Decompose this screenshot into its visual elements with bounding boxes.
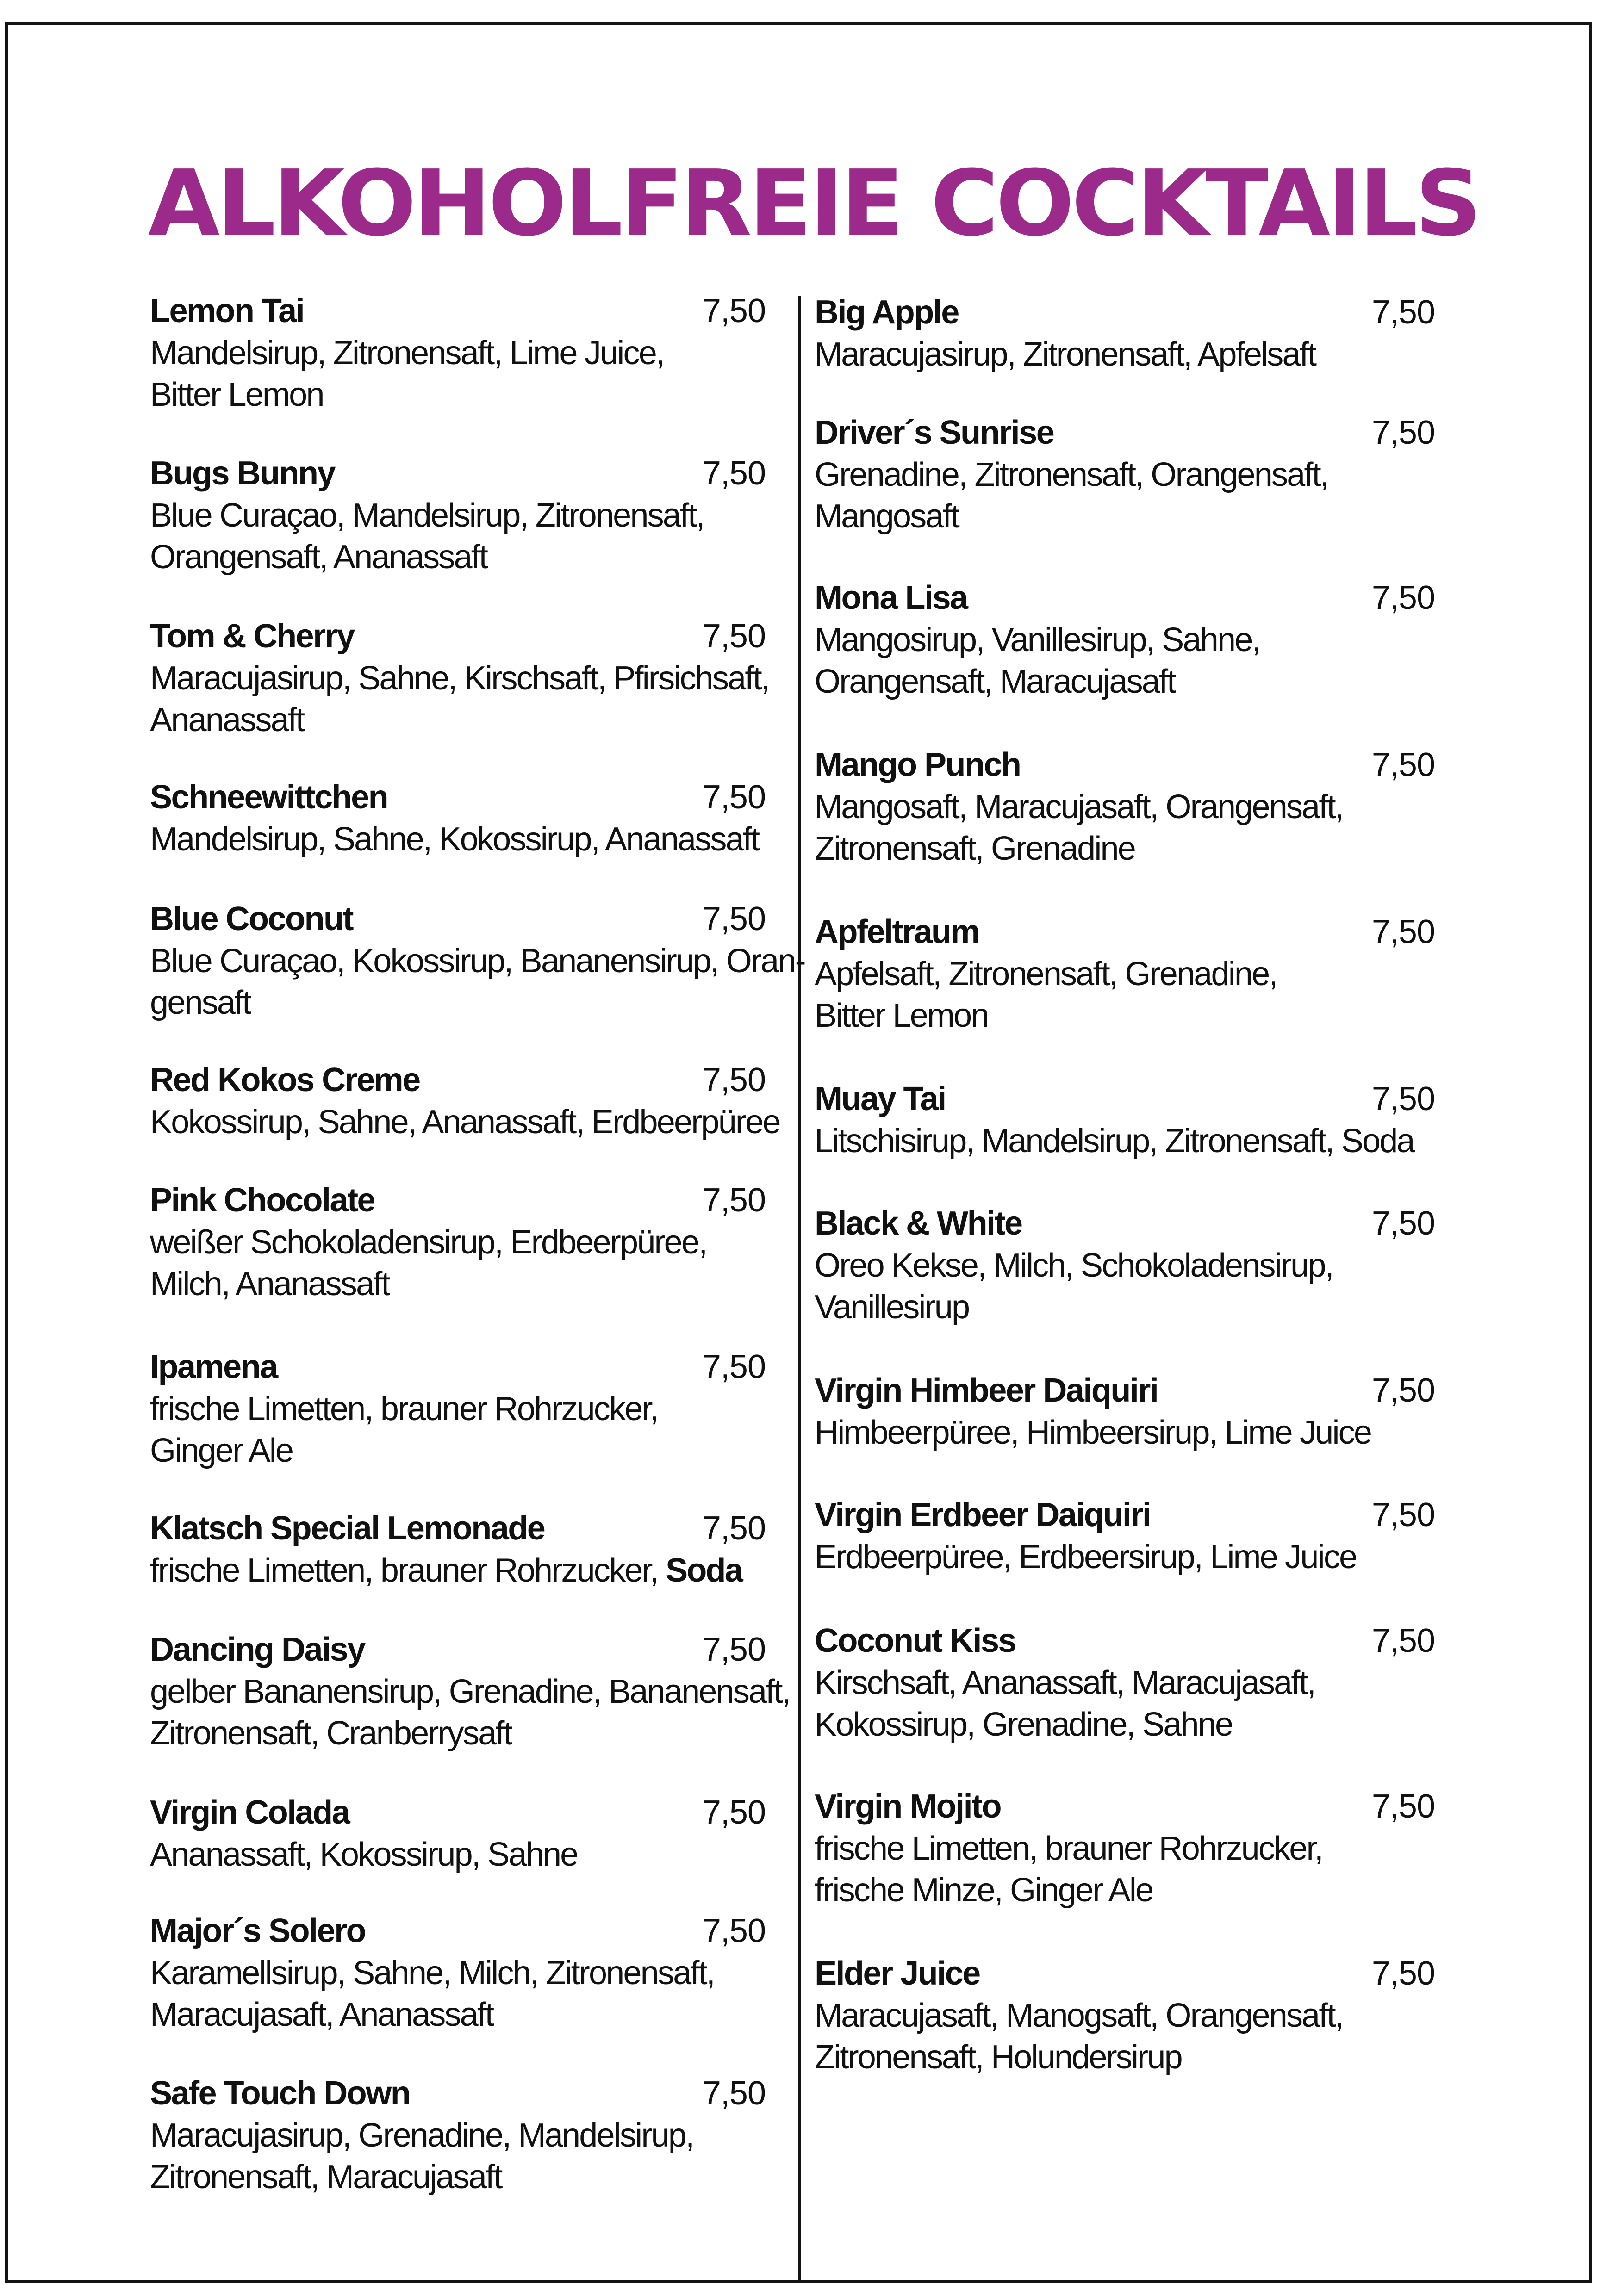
ingredients-text: Maracujasaft, Manogsaft, Orangensaft, xyxy=(815,1997,1343,2034)
menu-item-price: 7,50 xyxy=(1371,414,1435,451)
ingredients-line xyxy=(815,1286,1435,1328)
ingredients-line xyxy=(150,374,766,416)
menu-item-price: 7,50 xyxy=(702,618,766,655)
menu-item-ingredients xyxy=(815,454,1435,537)
menu-item xyxy=(815,291,1435,375)
ingredients-text: Bitter Lemon xyxy=(815,997,988,1034)
menu-item-name: Safe Touch Down xyxy=(150,2075,410,2112)
menu-item-name: Virgin Himbeer Daiquiri xyxy=(815,1372,1158,1409)
ingredients-line xyxy=(150,1388,766,1430)
menu-item-price: 7,50 xyxy=(1371,746,1435,783)
ingredients-text: Maracujasirup, Zitronensaft, Apfelsaft xyxy=(815,336,1316,373)
menu-item-header xyxy=(815,291,1435,334)
menu-item xyxy=(815,1369,1435,1453)
ingredients-text: Grenadine, Zitronensaft, Orangensaft, xyxy=(815,456,1328,493)
menu-item-price: 7,50 xyxy=(1371,579,1435,616)
menu-item xyxy=(815,1078,1435,1162)
menu-item-header xyxy=(150,1507,766,1550)
menu-item-price: 7,50 xyxy=(702,1061,766,1098)
menu-item-name: Driver´s Sunrise xyxy=(815,414,1054,451)
menu-item-name: Virgin Mojito xyxy=(815,1788,1001,1825)
ingredients-line xyxy=(815,828,1435,869)
ingredients-line xyxy=(815,995,1435,1036)
menu-item-price: 7,50 xyxy=(1371,1496,1435,1533)
menu-item-name: Dancing Daisy xyxy=(150,1631,365,1668)
ingredients-text: Orangensaft, Ananassaft xyxy=(150,539,487,576)
ingredients-text: Mandelsirup, Zitronensaft, Lime Juice, xyxy=(150,335,664,372)
menu-item xyxy=(815,1202,1435,1328)
ingredients-line xyxy=(150,819,766,860)
menu-item-ingredients xyxy=(150,1101,780,1143)
menu-item-name: Klatsch Special Lemonade xyxy=(150,1510,545,1547)
ingredients-text: Erdbeerpüree, Erdbeersirup, Lime Juice xyxy=(815,1539,1357,1576)
menu-item xyxy=(150,615,769,741)
menu-item-header xyxy=(150,1791,766,1834)
menu-item-price: 7,50 xyxy=(702,2075,766,2112)
ingredients-line xyxy=(150,982,766,1024)
menu-item-header xyxy=(150,2072,766,2115)
menu-item xyxy=(150,1507,766,1591)
menu-item-header xyxy=(150,1346,766,1388)
ingredients-text: Zitronensaft, Maracujasaft xyxy=(150,2159,502,2196)
menu-item-header xyxy=(815,411,1435,454)
menu-item-name: Muay Tai xyxy=(815,1080,946,1117)
ingredients-line xyxy=(150,2115,766,2156)
menu-item-ingredients xyxy=(815,1412,1435,1453)
ingredients-text: Litschisirup, Mandelsirup, Zitronensaft, Soda xyxy=(815,1123,1414,1160)
menu-item-ingredients xyxy=(150,658,769,741)
ingredients-line xyxy=(815,1869,1435,1911)
menu-item-header xyxy=(815,1078,1435,1120)
menu-item-header xyxy=(815,1620,1435,1662)
menu-item-price: 7,50 xyxy=(1371,1080,1435,1117)
menu-item-header xyxy=(815,1494,1435,1536)
menu-item-ingredients xyxy=(815,786,1435,869)
menu-item-header xyxy=(815,1202,1435,1245)
ingredients-text: Mandelsirup, Sahne, Kokossirup, Ananassaft xyxy=(150,821,759,858)
ingredients-line xyxy=(815,1245,1435,1286)
menu-item xyxy=(150,1910,766,2035)
menu-item-name: Black & White xyxy=(815,1205,1022,1242)
menu-item-price: 7,50 xyxy=(702,1631,766,1668)
menu-item xyxy=(150,776,766,860)
menu-item-price: 7,50 xyxy=(1371,1205,1435,1242)
menu-item-name: Pink Chocolate xyxy=(150,1182,375,1219)
menu-item-name: Big Apple xyxy=(815,294,959,331)
menu-item-ingredients xyxy=(150,1388,766,1471)
ingredients-text: Himbeerpüree, Himbeersirup, Lime Juice xyxy=(815,1414,1371,1451)
menu-item-ingredients xyxy=(150,940,805,1024)
menu-item-header xyxy=(815,744,1435,786)
ingredients-text: Mangosaft xyxy=(815,498,959,535)
menu-item xyxy=(150,1346,766,1471)
ingredients-line xyxy=(150,1101,780,1143)
menu-item xyxy=(815,1785,1435,1911)
ingredients-text: Zitronensaft, Cranberrysaft xyxy=(150,1715,511,1752)
ingredients-text: Maracujasaft, Ananassaft xyxy=(150,1996,493,2033)
menu-item xyxy=(150,1179,766,1305)
menu-item xyxy=(150,1059,780,1143)
ingredients-line xyxy=(150,495,766,536)
menu-item-ingredients xyxy=(815,1245,1435,1328)
menu-item xyxy=(150,1791,766,1875)
ingredients-text: Bitter Lemon xyxy=(150,376,324,413)
menu-item-price: 7,50 xyxy=(702,779,766,816)
ingredients-line xyxy=(815,496,1435,537)
ingredients-text: Kirschsaft, Ananassaft, Maracujasaft, xyxy=(815,1664,1315,1701)
ingredients-line xyxy=(150,658,769,699)
menu-item-header xyxy=(815,577,1435,619)
menu-item-name: Blue Coconut xyxy=(150,900,353,937)
menu-item-header xyxy=(150,898,766,940)
menu-item-price: 7,50 xyxy=(702,455,766,492)
menu-item-header xyxy=(815,1369,1435,1412)
ingredients-line xyxy=(815,454,1435,496)
ingredients-line xyxy=(150,1952,766,1994)
menu-item-name: Apfeltraum xyxy=(815,913,979,950)
menu-item-name: Mango Punch xyxy=(815,746,1021,783)
menu-item-ingredients xyxy=(815,953,1435,1036)
ingredients-text: frische Limetten, brauner Rohrzucker, xyxy=(150,1552,666,1589)
menu-item-header xyxy=(150,1059,766,1101)
menu-item-name: Schneewittchen xyxy=(150,779,388,816)
menu-item xyxy=(150,290,766,416)
ingredients-text: Oreo Kekse, Milch, Schokoladensirup, xyxy=(815,1247,1333,1284)
page-title: ALKOHOLFREIE COCKTAILS xyxy=(148,151,1479,256)
menu-item xyxy=(815,1620,1435,1745)
ingredients-text: Milch, Ananassaft xyxy=(150,1266,389,1303)
menu-item xyxy=(150,898,805,1024)
menu-item xyxy=(815,1494,1435,1578)
ingredients-text: Blue Curaçao, Kokossirup, Bananensirup, Oran- xyxy=(150,943,805,980)
menu-item-ingredients xyxy=(150,332,766,416)
menu-item-ingredients xyxy=(815,1536,1435,1578)
menu-item-price: 7,50 xyxy=(1371,1788,1435,1825)
ingredients-line xyxy=(815,1662,1435,1704)
ingredients-line xyxy=(815,334,1435,375)
ingredients-line xyxy=(150,332,766,374)
menu-item-name: Mona Lisa xyxy=(815,579,967,616)
ingredients-line xyxy=(815,1412,1435,1453)
ingredients-line xyxy=(150,1222,766,1263)
ingredients-line xyxy=(815,2036,1435,2078)
menu-item-header xyxy=(815,1952,1435,1995)
menu-item-ingredients xyxy=(150,1222,766,1305)
ingredients-line xyxy=(150,699,766,741)
ingredients-text: frische Minze, Ginger Ale xyxy=(815,1872,1153,1909)
menu-item xyxy=(815,911,1435,1036)
ingredients-text: Zitronensaft, Holundersirup xyxy=(815,2039,1182,2076)
menu-item xyxy=(815,744,1435,869)
menu-item-header xyxy=(150,452,766,495)
menu-item-ingredients xyxy=(150,1834,766,1875)
ingredients-line xyxy=(150,940,805,982)
menu-item-name: Tom & Cherry xyxy=(150,618,354,655)
ingredients-line xyxy=(150,2156,766,2198)
menu-item-price: 7,50 xyxy=(1371,1372,1435,1409)
menu-item-price: 7,50 xyxy=(702,900,766,937)
ingredients-line xyxy=(150,1834,766,1875)
menu-item xyxy=(815,1952,1435,2078)
ingredients-text: frische Limetten, brauner Rohrzucker, xyxy=(815,1830,1322,1867)
menu-item-price: 7,50 xyxy=(1371,1955,1435,1992)
menu-item-ingredients xyxy=(150,819,766,860)
ingredients-text: Zitronensaft, Grenadine xyxy=(815,830,1135,867)
menu-item-header xyxy=(150,615,766,658)
menu-item-price: 7,50 xyxy=(702,1348,766,1385)
menu-item-header xyxy=(815,911,1435,953)
ingredients-text: Kokossirup, Sahne, Ananassaft, Erdbeerpüree xyxy=(150,1104,780,1141)
menu-item-price: 7,50 xyxy=(702,1794,766,1831)
ingredients-text: Ananassaft xyxy=(150,701,304,738)
ingredients-line xyxy=(150,1263,766,1305)
ingredients-line xyxy=(815,786,1435,828)
ingredients-text: Blue Curaçao, Mandelsirup, Zitronensaft, xyxy=(150,497,704,534)
ingredients-text: gensaft xyxy=(150,984,250,1021)
menu-item-price: 7,50 xyxy=(702,1912,766,1949)
ingredients-text: weißer Schokoladensirup, Erdbeerpüree, xyxy=(150,1224,707,1261)
menu-item-ingredients xyxy=(815,1995,1435,2078)
menu-item-ingredients xyxy=(150,495,766,578)
menu-item-price: 7,50 xyxy=(1371,1622,1435,1659)
menu-item xyxy=(150,2072,766,2198)
ingredients-line xyxy=(150,1550,766,1591)
ingredients-text: Ginger Ale xyxy=(150,1432,293,1469)
ingredients-line xyxy=(150,1994,766,2035)
menu-item-ingredients xyxy=(150,2115,766,2198)
menu-item-ingredients xyxy=(150,1671,790,1754)
ingredients-line xyxy=(815,1828,1435,1869)
menu-item-name: Virgin Erdbeer Daiquiri xyxy=(815,1496,1151,1533)
ingredients-text: Orangensaft, Maracujasaft xyxy=(815,663,1175,700)
ingredient-highlight: Soda xyxy=(666,1552,742,1589)
ingredients-text: Maracujasirup, Sahne, Kirschsaft, Pfirsichsaft, xyxy=(150,660,769,697)
ingredients-line xyxy=(150,1430,766,1471)
menu-item-price: 7,50 xyxy=(702,292,766,329)
ingredients-line xyxy=(815,1995,1435,2036)
ingredients-text: Apfelsaft, Zitronensaft, Grenadine, xyxy=(815,956,1277,993)
menu-item-name: Ipamena xyxy=(150,1348,277,1385)
menu-item xyxy=(150,452,766,578)
menu-item-name: Elder Juice xyxy=(815,1955,980,1992)
menu-item-header xyxy=(150,1628,766,1671)
ingredients-line xyxy=(150,1713,766,1754)
menu-item-price: 7,50 xyxy=(702,1182,766,1219)
menu-item-name: Lemon Tai xyxy=(150,292,304,329)
ingredients-text: frische Limetten, brauner Rohrzucker, xyxy=(150,1390,658,1427)
menu-item-header xyxy=(150,776,766,819)
ingredients-line xyxy=(815,1704,1435,1745)
ingredients-line xyxy=(815,1120,1435,1162)
ingredients-text: Kokossirup, Grenadine, Sahne xyxy=(815,1706,1233,1743)
menu-item-ingredients xyxy=(815,334,1435,375)
ingredients-line xyxy=(815,661,1435,702)
ingredients-text: Vanillesirup xyxy=(815,1289,969,1326)
menu-item-ingredients xyxy=(815,1828,1435,1911)
column-divider xyxy=(798,296,801,2283)
menu-item-name: Virgin Colada xyxy=(150,1794,349,1831)
ingredients-text: Mangosirup, Vanillesirup, Sahne, xyxy=(815,621,1260,658)
menu-item-header xyxy=(815,1785,1435,1828)
ingredients-text: Mangosaft, Maracujasaft, Orangensaft, xyxy=(815,788,1343,825)
menu-item-name: Bugs Bunny xyxy=(150,455,335,492)
menu-item-header xyxy=(150,1179,766,1222)
menu-item-name: Red Kokos Creme xyxy=(150,1061,420,1098)
menu-item-name: Major´s Solero xyxy=(150,1912,366,1949)
ingredients-text: Ananassaft, Kokossirup, Sahne xyxy=(150,1836,578,1873)
menu-item-price: 7,50 xyxy=(1371,294,1435,331)
menu-item-ingredients xyxy=(150,1550,766,1591)
menu-item-ingredients xyxy=(815,1662,1435,1745)
menu-item xyxy=(150,1628,790,1754)
menu-item-price: 7,50 xyxy=(702,1510,766,1547)
menu-item-ingredients xyxy=(815,619,1435,702)
menu-item-price: 7,50 xyxy=(1371,913,1435,950)
menu-item-ingredients xyxy=(815,1120,1435,1162)
ingredients-text: Maracujasirup, Grenadine, Mandelsirup, xyxy=(150,2117,694,2154)
menu-item xyxy=(815,577,1435,702)
menu-item-ingredients xyxy=(150,1952,766,2035)
ingredients-text: gelber Bananensirup, Grenadine, Bananensaft, xyxy=(150,1673,790,1710)
menu-item-header xyxy=(150,290,766,332)
ingredients-text: Karamellsirup, Sahne, Milch, Zitronensaft, xyxy=(150,1955,714,1992)
menu-item-name: Coconut Kiss xyxy=(815,1622,1016,1659)
ingredients-line xyxy=(150,536,766,578)
menu-item-header xyxy=(150,1910,766,1952)
ingredients-line xyxy=(815,1536,1435,1578)
menu-item xyxy=(815,411,1435,537)
ingredients-line xyxy=(150,1671,790,1713)
ingredients-line xyxy=(815,953,1435,995)
ingredients-line xyxy=(815,619,1435,661)
